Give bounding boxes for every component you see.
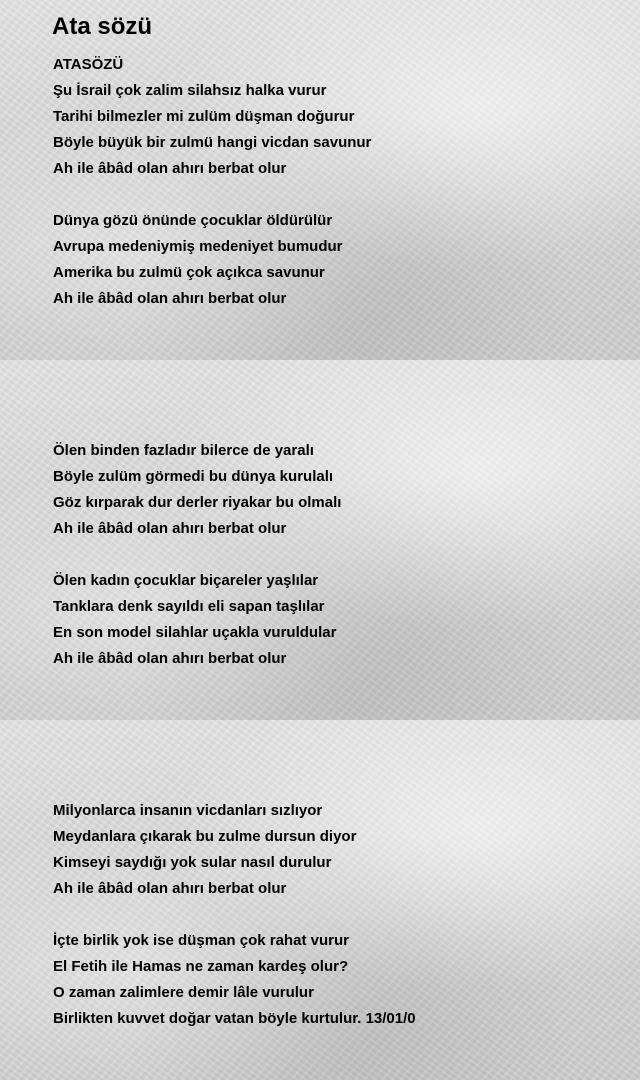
poem-line: Milyonlarca insanın vicdanları sızlıyor: [53, 802, 323, 819]
poem-line: Avrupa medeniymiş medeniyet bumudur: [53, 238, 343, 255]
poem-line: En son model silahlar uçakla vuruldular: [53, 624, 337, 641]
poem-line: Dünya gözü önünde çocuklar öldürülür: [53, 212, 333, 229]
poem-title: Ata sözü: [52, 13, 153, 40]
poem-line: Şu İsrail çok zalim silahsız halka vurur: [53, 82, 327, 99]
poem-line: Ölen kadın çocuklar biçareler yaşlılar: [53, 572, 319, 589]
poem-line: Kimseyi saydığı yok sular nasıl durulur: [53, 854, 332, 871]
poem-line: El Fetih ile Hamas ne zaman kardeş olur?: [53, 958, 349, 975]
poem-line: Ah ile âbâd olan ahırı berbat olur: [53, 160, 287, 177]
poem-line: Tarihi bilmezler mi zulüm düşman doğurur: [53, 108, 355, 125]
poem-line: Böyle büyük bir zulmü hangi vicdan savunur: [53, 134, 372, 151]
poem-line: İçte birlik yok ise düşman çok rahat vurur: [53, 932, 349, 949]
poem-stanza-2: [53, 208, 343, 312]
poem-heading: ATASÖZÜ: [53, 56, 124, 73]
poem-panel-3: [0, 720, 640, 1080]
poem-line: Ah ile âbâd olan ahırı berbat olur: [53, 650, 287, 667]
poem-line: Ah ile âbâd olan ahırı berbat olur: [53, 880, 287, 897]
poem-line: Birlikten kuvvet doğar vatan böyle kurtulur. 13/01/0: [53, 1010, 416, 1027]
poem-line: Meydanlara çıkarak bu zulme dursun diyor: [53, 828, 357, 845]
poem-stanza-3: [53, 438, 341, 542]
poem-stanza-1: [53, 52, 371, 182]
poem-stanza-4: [53, 568, 336, 672]
poem-line: Tanklara denk sayıldı eli sapan taşlılar: [53, 598, 325, 615]
poem-line: Ah ile âbâd olan ahırı berbat olur: [53, 520, 287, 537]
poem-line: Amerika bu zulmü çok açıkca savunur: [53, 264, 325, 281]
poem-line: Böyle zulüm görmedi bu dünya kurulalı: [53, 468, 334, 485]
poem-stanza-5: [53, 798, 356, 902]
poem-line: Göz kırparak dur derler riyakar bu olmalı: [53, 494, 342, 511]
poem-panel-2: [0, 360, 640, 720]
poem-line: O zaman zalimlere demir lâle vurulur: [53, 984, 314, 1001]
poem-panel-1: [0, 0, 640, 360]
poem-line: Ölen binden fazladır bilerce de yaralı: [53, 442, 314, 459]
poem-line: Ah ile âbâd olan ahırı berbat olur: [53, 290, 287, 307]
poem-stanza-6: [53, 928, 416, 1032]
